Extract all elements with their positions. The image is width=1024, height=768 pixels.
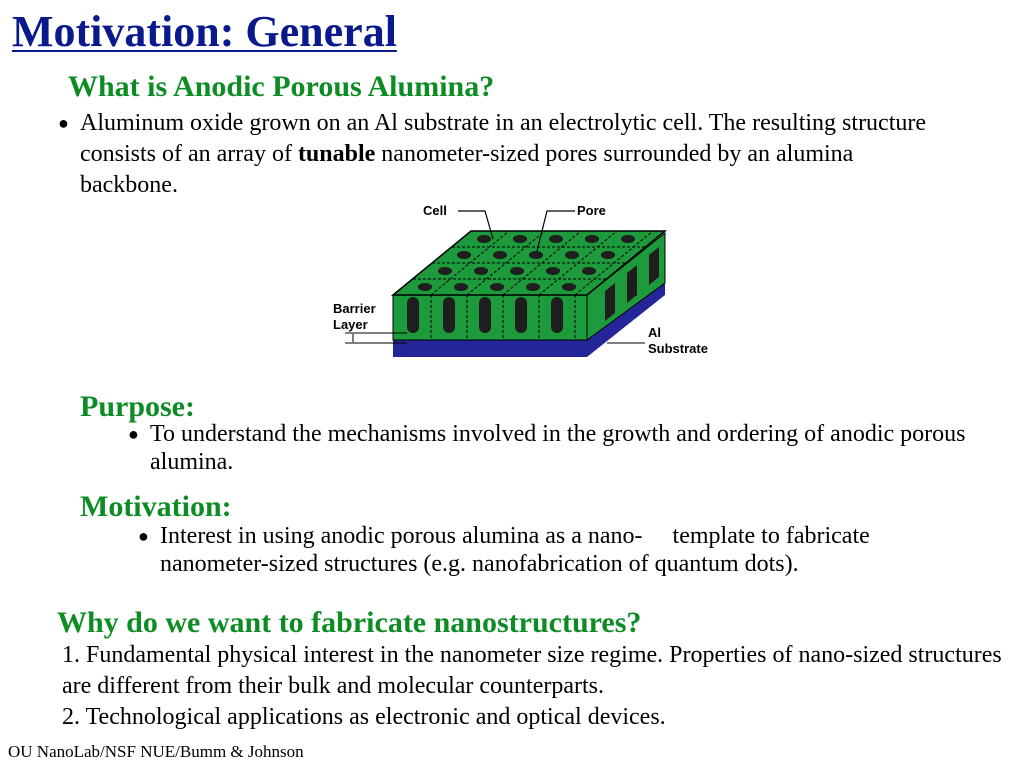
bullet-icon: ● <box>128 424 139 444</box>
al-label-line1: Al <box>648 325 661 340</box>
motivation-bullet <box>138 522 968 578</box>
what-is-text: Aluminum oxide grown on an Al substrate in an electrolytic cell. The resulting structure consists of an array of tunable nanometer-sized pores surrounded by an alumina backbone. <box>80 110 927 198</box>
barrier-label-line2: Layer <box>333 317 368 332</box>
al-label-line2: Substrate <box>648 341 708 356</box>
why-item-2: 2. Technological applications as electronic and optical devices. <box>62 704 666 730</box>
pore-label: Pore <box>577 203 606 218</box>
bullet-icon: ● <box>58 113 69 133</box>
footer-credit: OU NanoLab/NSF NUE/Bumm & Johnson <box>8 742 304 761</box>
motivation-heading: Motivation: <box>80 490 232 523</box>
purpose-bullet <box>128 420 968 476</box>
why-item-1: 1. Fundamental physical interest in the nanometer size regime. Properties of nano-sized structures are different from their bulk and molecular counterparts. <box>62 642 1002 699</box>
bullet-icon: ● <box>138 526 149 546</box>
purpose-heading: Purpose: <box>80 390 195 423</box>
barrier-label-line1: Barrier <box>333 301 376 316</box>
cell-label: Cell <box>423 203 447 218</box>
page-title: Motivation: General <box>12 7 397 56</box>
what-is-bullet <box>58 108 938 201</box>
motivation-text: Interest in using anodic porous alumina as a nano- template to fabricate nanometer-sized structures (e.g. nanofabrication of quantum dots). <box>160 523 876 577</box>
what-is-heading: What is Anodic Porous Alumina? <box>68 70 495 103</box>
why-heading: Why do we want to fabricate nanostructures? <box>57 606 642 639</box>
anodic-alumina-diagram <box>325 195 745 370</box>
purpose-text: To understand the mechanisms involved in the growth and ordering of anodic porous alumina. <box>150 421 966 475</box>
tunable-emphasis: tunable <box>297 141 376 167</box>
